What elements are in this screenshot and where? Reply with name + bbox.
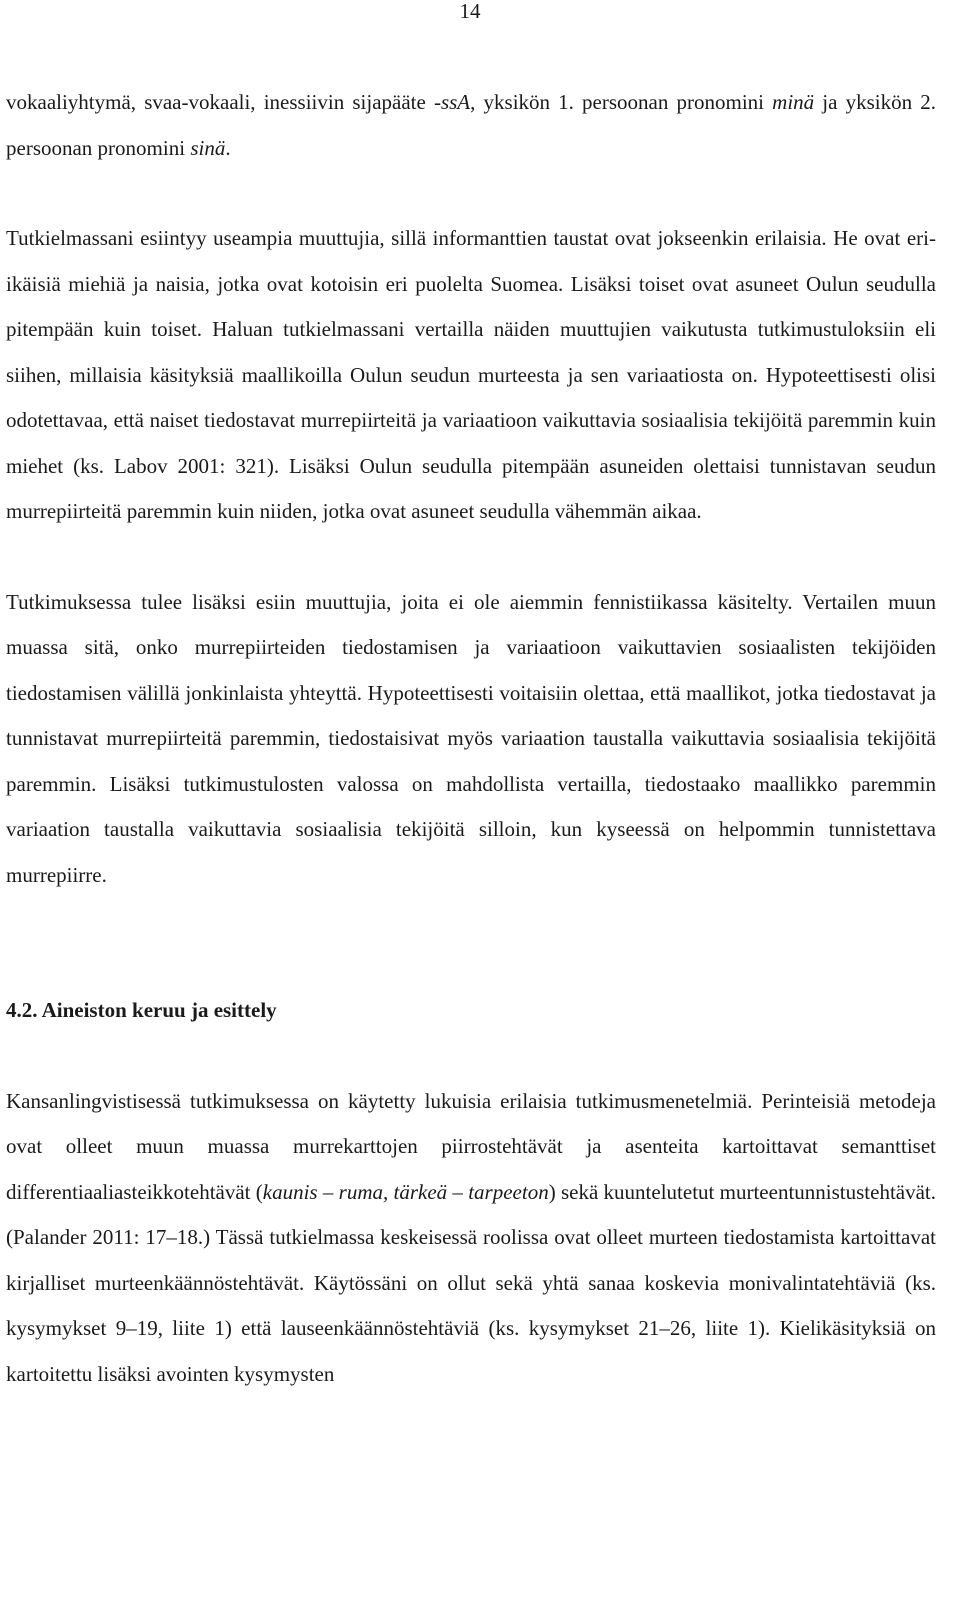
paragraph-1-text-e: ja yksikön 2. persoonan pronomini	[6, 90, 936, 160]
paragraph-1-text-a: vokaaliyhtymä, svaa-vokaali, inessiivin sijapääte	[6, 90, 434, 114]
paragraph-1-italic-suffix: -ssA	[433, 90, 471, 114]
paragraph-spacer	[6, 1034, 936, 1079]
paragraph-3: Tutkimuksessa tulee lisäksi esiin muuttujia, joita ei ole aiemmin fennistiikassa käsitelty. Vertailen muun muassa sitä, onko murrepiirteiden tiedostamisen ja variaatioon vaikuttavien sosiaalisten tekijöiden tiedostamisen välillä jonkinlaista yhteyttä. Hypoteettisesti voitaisiin olettaa, että maallikot, jotka tiedostavat ja tunnistavat murrepiirteitä paremmin, tiedostaisivat myös variaation taustalla vaikuttavia sosiaalisia tekijöitä paremmin. Lisäksi tutkimustulosten valossa on mahdollista vertailla, tiedostaako maallikko paremmin variaation taustalla vaikuttavia sosiaalisia tekijöitä silloin, kun kyseessä on helpommin tunnistettava murrepiirre.	[6, 589, 936, 887]
section-spacer	[6, 898, 936, 988]
paragraph-spacer	[6, 171, 936, 216]
section-heading: 4.2. Aineiston keruu ja esittely	[6, 998, 277, 1022]
paragraph-4	[6, 1079, 936, 1398]
paragraph-2: Tutkielmassani esiintyy useampia muuttujia, sillä informanttien taustat ovat jokseenkin erilaisia. He ovat eri-ikäisiä miehiä ja naisia, jotka ovat kotoisin eri puolelta Suomea. Lisäksi toiset ovat asuneet Oulun seudulla pitempään kuin toiset. Haluan tutkielmassani vertailla näiden muuttujien vaikutusta tutkimustuloksiin eli siihen, millaisia käsityksiä maallikoilla Oulun seudun murteesta ja sen variaatiosta on. Hypoteettisesti olisi odotettavaa, että naiset tiedostavat murrepiirteitä ja variaatioon vaikuttavia sosiaalisia tekijöitä paremmin kuin miehet (ks. Labov 2001: 321). Lisäksi Oulun seudulla pitempään asuneiden olettaisi tunnistavan seudun murrepiirteitä paremmin kuin niiden, jotka ovat asuneet seudulla vähemmän aikaa.	[6, 226, 936, 523]
paragraph-1-italic-mina: minä	[772, 90, 815, 114]
paragraph-1	[6, 80, 936, 171]
paragraph-4-text-a: Kansanlingvistisessä tutkimuksessa on käytetty lukuisia erilaisia tutkimusmenetelmiä. Perinteisiä metodeja ovat olleet muun muassa murrekarttojen piirrostehtävät ja asenteita kartoittavat semanttiset differentiaaliasteikkotehtävät (	[6, 1088, 936, 1204]
paragraph-1-text-g: .	[225, 135, 231, 160]
page-body	[6, 80, 936, 1397]
page-number: 14	[459, 0, 481, 23]
paragraph-4-text-c: ) sekä kuuntelutetut murteentunnistustehtävät. (Palander 2011: 17–18.) Tässä tutkielmassa keskeisessä roolissa ovat olleet murteen tiedostamista kartoittavat kirjalliset murteenkäännöstehtävät. Käytössäni on ollut sekä yhtä sanaa koskevia monivalintatehtäviä (ks. kysymykset 9–19, liite 1) että lauseenkäännöstehtäviä (ks. kysymykset 21–26, liite 1). Kielikäsityksiä on kartoitettu lisäksi avointen kysymysten	[6, 1179, 937, 1386]
paragraph-1-italic-sina: sinä	[190, 135, 226, 160]
paragraph-1-text-c: , yksikön 1. persoonan pronomini	[470, 90, 773, 114]
paragraph-spacer	[6, 535, 936, 580]
paragraph-4-italic-examples: kaunis – ruma, tärkeä – tarpeeton	[262, 1179, 549, 1204]
